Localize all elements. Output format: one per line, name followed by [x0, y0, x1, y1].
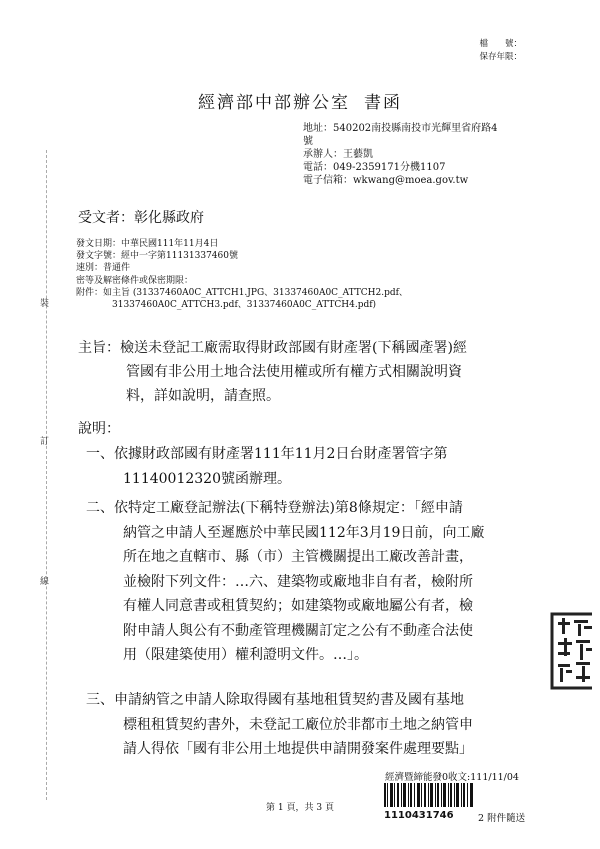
- item-line: 標租租賃契約書外，未登記工廠位於非都市土地之納管申: [123, 716, 473, 733]
- email: 電子信箱：wkwang@moea.gov.tw: [303, 175, 469, 186]
- item-line: 11140012320號函辦理。: [123, 470, 291, 487]
- item-line: 並檢附下列文件：…六、建築物或廠地非自有者，檢附所: [123, 573, 473, 590]
- item-line: 三、申請納管之申請人除取得國有基地租賃契約書及國有基地: [86, 692, 464, 708]
- doc-type: 書函: [364, 93, 402, 113]
- description-item-1: [86, 442, 447, 491]
- item-line: 所在地之直轄市、縣（市）主管機關提出工廠改善計畫，: [123, 549, 473, 565]
- receipt-stamp-date: 經濟暨締能發0收文:111/11/04: [382, 768, 522, 784]
- meta-block: [76, 238, 408, 311]
- margin-mark-line: 線: [40, 577, 50, 587]
- issue-number: 發文字號：經中一字第11131337460號: [76, 251, 238, 262]
- handler: 承辦人：王藝凱: [303, 149, 373, 160]
- item-line: 用（限建築使用）權利證明文件。…」。: [123, 647, 368, 663]
- binding-line: [46, 150, 47, 800]
- subject-line-2: 管國有非公用土地合法使用權或所有權方式相關說明資: [126, 364, 462, 380]
- phone: 電話：049-2359171分機1107: [303, 162, 446, 173]
- item-line: 納管之申請人至遲應於中華民國112年3月19日前，向工廠: [123, 524, 485, 541]
- official-seal: [548, 612, 592, 690]
- address-line-2: 號: [303, 136, 313, 147]
- attachments-line-2: 31337460A0C_ATTCH3.pdf、31337460A0C_ATTCH4.pdf): [112, 300, 377, 311]
- contact-block: [303, 122, 498, 187]
- archive-number-label: 檔 號：: [479, 39, 522, 49]
- margin-mark-bind: 裝: [40, 299, 50, 309]
- item-line: 有權人同意書或租賃契約；如建築物或廠地屬公有者，檢: [123, 598, 473, 614]
- attachment-note: 2 附件隨送: [478, 813, 526, 824]
- item-line: 二、依特定工廠登記辦法(下稱特登辦法)第8條規定：「經申請: [86, 500, 463, 516]
- document-title: [0, 88, 600, 113]
- attachments-line-1: 附件：如主旨 (31337460A0C_ATTCH1.JPG、31337460A0C_ATTCH2.pdf、: [76, 287, 408, 298]
- subject-line-1: 主旨：檢送未登記工廠需取得財政部國有財產署(下稱國產署)經: [78, 340, 467, 356]
- item-line: 一、依據財政部國有財產署111年11月2日台財產署管字第: [86, 446, 448, 462]
- subject-line-3: 料，詳如說明，請查照。: [126, 388, 280, 404]
- secrecy: 密等及解密條件或保密期限：: [76, 275, 194, 286]
- barcode: [384, 783, 474, 807]
- speed: 速別：普通件: [76, 263, 131, 274]
- recipient: 受文者：彰化縣政府: [78, 210, 204, 226]
- archive-fields: [479, 38, 522, 64]
- item-line: 附申請人與公有不動產管理機關訂定之公有不動產合法使: [123, 622, 473, 639]
- item-line: 請人得依「國有非公用土地提供申請開發案件處理要點」: [123, 741, 473, 757]
- description-label: 說明：: [78, 421, 120, 437]
- address-line-1: 地址：540202南投縣南投市光輝里省府路4: [303, 123, 498, 134]
- description-item-3: [86, 688, 473, 762]
- page-number: 第 1 頁，共 3 頁: [266, 803, 334, 813]
- margin-mark-staple: 訂: [40, 437, 50, 447]
- description-item-2: [86, 496, 484, 668]
- retention-period-label: 保存年限：: [479, 52, 522, 62]
- receipt-doc-number: 1110431746: [384, 810, 454, 821]
- issue-date: 發文日期：中華民國111年11月4日: [76, 239, 219, 249]
- subject-block: [78, 336, 467, 408]
- org-name: 經濟部中部辦公室: [198, 93, 350, 113]
